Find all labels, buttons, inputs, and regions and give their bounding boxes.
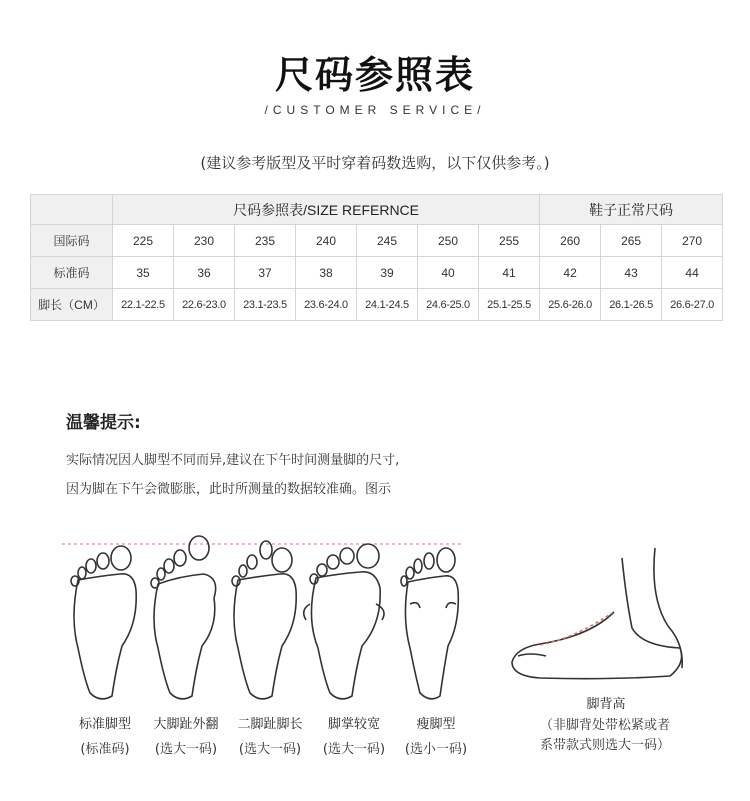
instep-title: 脚背高 <box>586 697 626 712</box>
page-subtitle: /CUSTOMER SERVICE/ <box>264 103 486 117</box>
foot-sub-second-toe: (选大一码) <box>238 742 302 757</box>
instep-note <box>515 716 695 756</box>
size-table <box>30 194 723 321</box>
table-cell: 43 <box>601 257 662 289</box>
foot-shapes-illustration <box>0 528 750 708</box>
size-note: (建议参考版型及平时穿着码数选购，以下仅供参考。) <box>200 154 550 172</box>
foot-sub-wide: (选大一码) <box>322 742 386 757</box>
table-cell: 26.6-27.0 <box>662 289 723 321</box>
foot-sub-standard: (标准码) <box>80 742 130 757</box>
foot-sub-slim: (选小一码) <box>404 742 468 757</box>
row-label: 国际码 <box>31 225 113 257</box>
bunion-foot-icon <box>151 536 216 699</box>
second-toe-foot-icon <box>232 541 296 699</box>
foot-label-bunion: 大脚趾外翻 <box>153 717 219 732</box>
foot-label-second-toe: 二脚趾脚长 <box>237 717 303 732</box>
table-cell: 270 <box>662 225 723 257</box>
tips-title: 温馨提示: <box>66 413 141 433</box>
table-cell: 23.1-23.5 <box>235 289 296 321</box>
row-label: 脚长（CM） <box>31 289 113 321</box>
table-cell: 22.6-23.0 <box>174 289 235 321</box>
table-cell: 38 <box>296 257 357 289</box>
instep-height-foot-icon <box>512 548 682 679</box>
slim-foot-icon <box>401 548 458 699</box>
foot-sub-bunion: (选大一码) <box>154 742 218 757</box>
table-cell: 255 <box>479 225 540 257</box>
table-cell: 235 <box>235 225 296 257</box>
header-corner <box>31 195 113 225</box>
table-cell: 260 <box>540 225 601 257</box>
row-label: 标准码 <box>31 257 113 289</box>
table-cell: 22.1-22.5 <box>113 289 174 321</box>
table-cell: 40 <box>418 257 479 289</box>
table-cell: 36 <box>174 257 235 289</box>
table-cell: 35 <box>113 257 174 289</box>
table-cell: 245 <box>357 225 418 257</box>
table-cell: 39 <box>357 257 418 289</box>
table-row <box>31 289 723 321</box>
foot-label-standard: 标准脚型 <box>78 717 131 732</box>
tips-text <box>66 446 506 504</box>
header-main: 尺码参照表/SIZE REFERNCE <box>113 195 540 225</box>
table-cell: 23.6-24.0 <box>296 289 357 321</box>
page-title: 尺码参照表 <box>274 53 475 97</box>
tips-line: 实际情况因人脚型不同而异,建议在下午时间测量脚的尺寸, <box>66 453 400 468</box>
table-cell: 25.1-25.5 <box>479 289 540 321</box>
table-cell: 26.1-26.5 <box>601 289 662 321</box>
table-cell: 25.6-26.0 <box>540 289 601 321</box>
header-side: 鞋子正常尺码 <box>540 195 723 225</box>
table-cell: 240 <box>296 225 357 257</box>
instep-note-line: （非脚背处带松紧或者 <box>539 718 670 733</box>
tips-line: 因为脚在下午会微膨胀，此时所测量的数据较准确。图示 <box>66 482 392 497</box>
table-cell: 230 <box>174 225 235 257</box>
table-cell: 24.6-25.0 <box>418 289 479 321</box>
table-cell: 37 <box>235 257 296 289</box>
table-cell: 250 <box>418 225 479 257</box>
wide-foot-icon <box>304 544 384 699</box>
table-row <box>31 257 723 289</box>
table-cell: 265 <box>601 225 662 257</box>
table-header-row <box>31 195 723 225</box>
table-cell: 225 <box>113 225 174 257</box>
table-cell: 24.1-24.5 <box>357 289 418 321</box>
foot-label-slim: 瘦脚型 <box>416 717 456 732</box>
table-row <box>31 225 723 257</box>
standard-foot-icon <box>71 546 136 699</box>
instep-note-line: 系带款式则选大一码） <box>539 738 670 753</box>
table-cell: 42 <box>540 257 601 289</box>
table-cell: 44 <box>662 257 723 289</box>
foot-label-wide: 脚掌较宽 <box>327 717 380 732</box>
table-cell: 41 <box>479 257 540 289</box>
